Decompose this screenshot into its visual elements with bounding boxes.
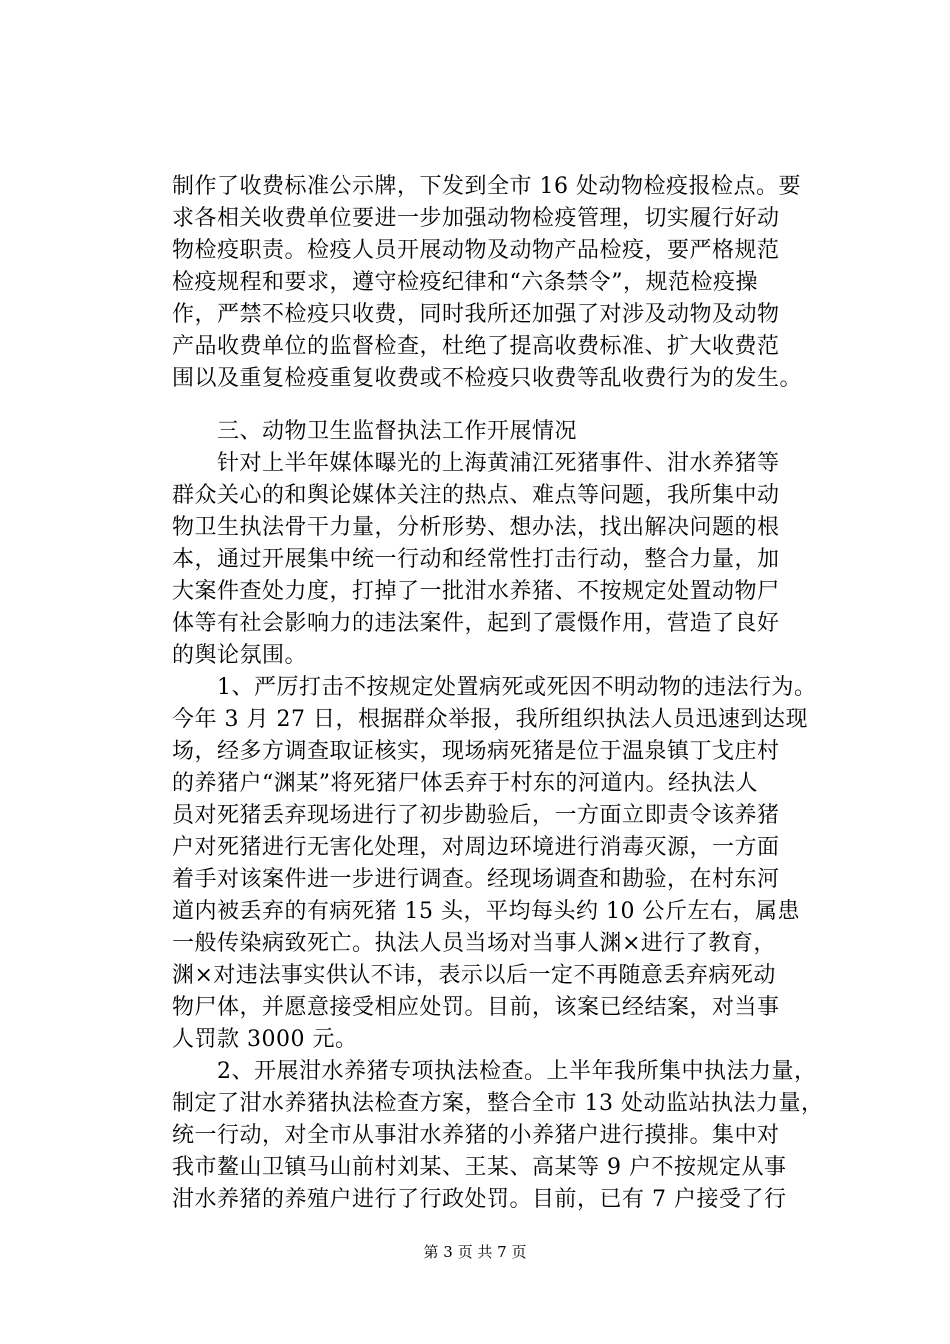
text-line: 本，通过开展集中统一行动和经常性打击行动，整合力量，加 xyxy=(172,547,780,572)
text-line: 2、开展泔水养猪专项执法检查。上半年我所集中执法力量， xyxy=(172,1059,817,1084)
text-line: 物检疫职责。检疫人员开展动物及动物产品检疫，要严格规范 xyxy=(172,238,780,263)
text-line: 物尸体，并愿意接受相应处罚。目前，该案已经结案，对当事 xyxy=(172,995,780,1020)
text-line: 一般传染病致死亡。执法人员当场对当事人渊×进行了教育， xyxy=(172,931,776,956)
text-line: 员对死猪丢弃现场进行了初步勘验后，一方面立即责令该养猪 xyxy=(172,803,780,828)
text-line: 1、严厉打击不按规定处置病死或死因不明动物的违法行为。 xyxy=(172,675,817,700)
text-line: 今年 3 月 27 日，根据群众举报，我所组织执法人员迅速到达现 xyxy=(172,707,808,732)
text-line: 渊×对违法事实供认不讳，表示以后一定不再随意丢弃病死动 xyxy=(172,963,776,988)
text-line: 针对上半年媒体曝光的上海黄浦江死猪事件、泔水养猪等 xyxy=(172,451,780,476)
text-line: 制定了泔水养猪执法检查方案，整合全市 13 处动监站执法力量， xyxy=(172,1091,824,1116)
text-line: 人罚款 3000 元。 xyxy=(172,1027,358,1052)
text-line: 求各相关收费单位要进一步加强动物检疫管理，切实履行好动 xyxy=(172,206,780,231)
text-line: 的养猪户“渊某”将死猪尸体丢弃于村东的河道内。经执法人 xyxy=(172,771,758,796)
text-line: 道内被丢弃的有病死猪 15 头，平均每头约 10 公斤左右，属患 xyxy=(172,899,800,924)
text-line: 产品收费单位的监督检查，杜绝了提高收费标准、扩大收费范 xyxy=(172,334,780,359)
text-line: 大案件查处力度，打掉了一批泔水养猪、不按规定处置动物尸 xyxy=(172,579,780,604)
text-line: 检疫规程和要求，遵守检疫纪律和“六条禁令”，规范检疫操 xyxy=(172,270,758,295)
section-heading: 三、动物卫生监督执法工作开展情况 xyxy=(172,419,578,444)
text-line: 群众关心的和舆论媒体关注的热点、难点等问题，我所集中动 xyxy=(172,483,780,508)
text-line: 我市鳌山卫镇马山前村刘某、王某、高某等 9 户不按规定从事 xyxy=(172,1155,787,1180)
text-line: 围以及重复检疫重复收费或不检疫只收费等乱收费行为的发生。 xyxy=(172,366,803,391)
text-line: 着手对该案件进一步进行调查。经现场调查和勘验，在村东河 xyxy=(172,867,780,892)
text-line: 物卫生执法骨干力量，分析形势、想办法，找出解决问题的根 xyxy=(172,515,780,540)
text-line: 制作了收费标准公示牌，下发到全市 16 处动物检疫报检点。要 xyxy=(172,174,801,199)
page-number: 第 3 页 共 7 页 xyxy=(423,1243,527,1261)
text-line: 泔水养猪的养殖户进行了行政处罚。目前，已有 7 户接受了行 xyxy=(172,1187,787,1212)
text-line: 户对死猪进行无害化处理，对周边环境进行消毒灭源，一方面 xyxy=(172,835,780,860)
text-line: 的舆论氛围。 xyxy=(172,643,308,668)
text-line: 统一行动，对全市从事泔水养猪的小养猪户进行摸排。集中对 xyxy=(172,1123,780,1148)
text-line: 体等有社会影响力的违法案件，起到了震慑作用，营造了良好 xyxy=(172,611,780,636)
text-line: 场，经多方调查取证核实，现场病死猪是位于温泉镇丁戈庄村 xyxy=(172,739,780,764)
text-line: 作，严禁不检疫只收费，同时我所还加强了对涉及动物及动物 xyxy=(172,302,780,327)
